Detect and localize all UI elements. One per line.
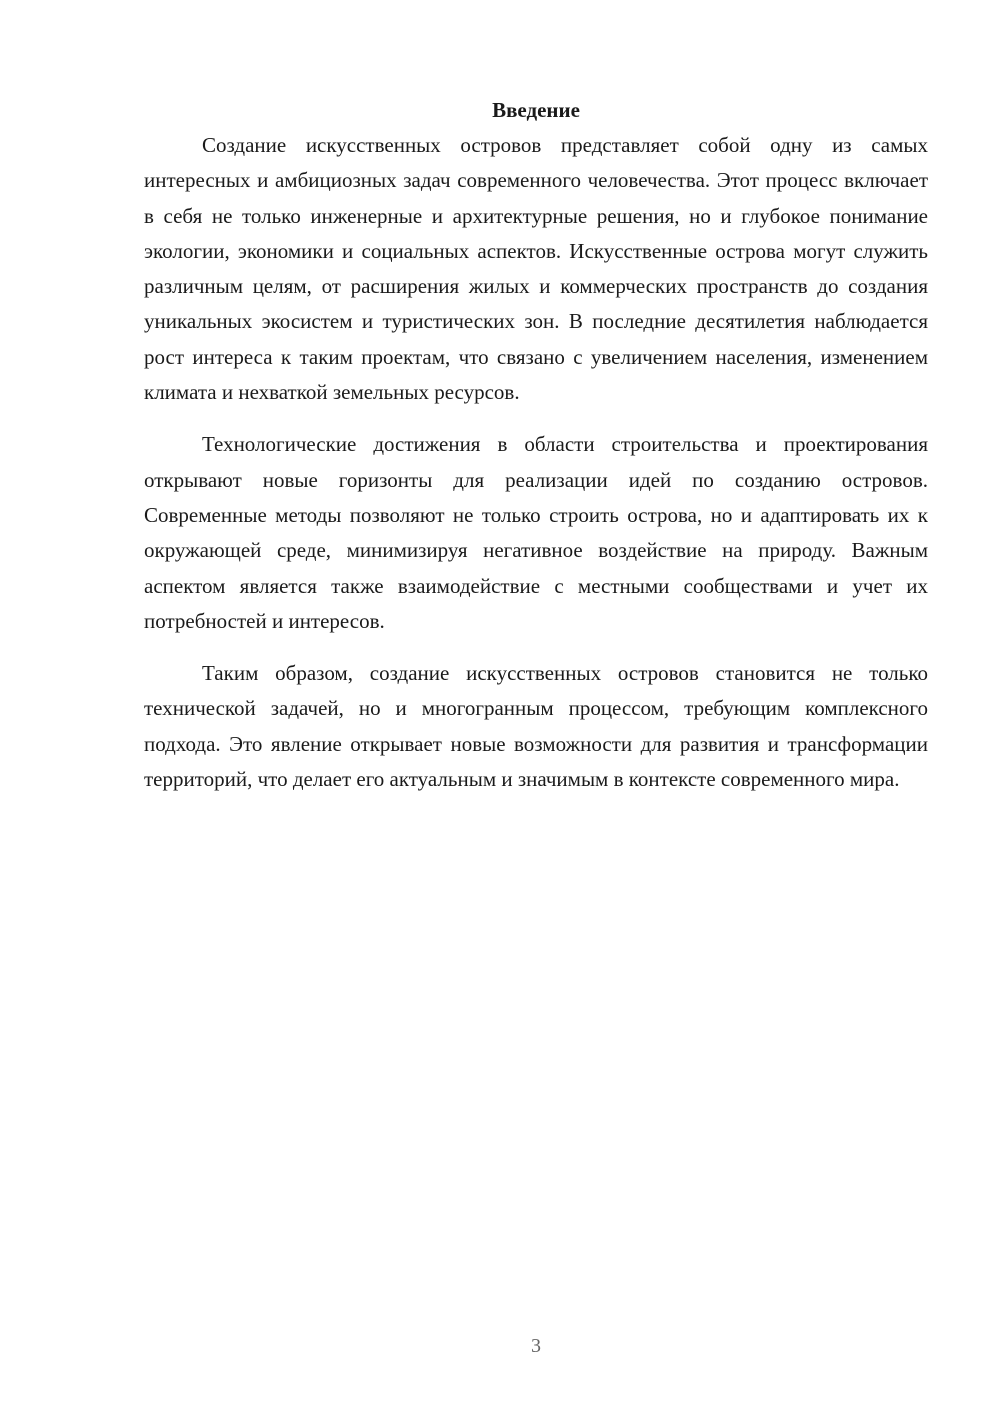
section-heading: Введение [492,98,580,122]
page-content [144,92,928,797]
paragraph-1: Создание искусственных островов представляет собой одну из самых интересных и амбициозных задач современного человечества. Этот процесс включает в себя не только инженерные и архитектурные решения, но и глубокое понимание экологии, экономики и социальных аспектов. Искусственные острова могут служить различным целям, от расширения жилых и коммерческих пространств до создания уникальных экосистем и туристических зон. В последние десятилетия наблюдается рост интереса к таким проектам, что связано с увеличением населения, изменением климата и нехваткой земельных ресурсов. [144,133,928,405]
paragraph-2: Технологические достижения в области строительства и проектирования открывают новые горизонты для реализации идей по созданию островов. Современные методы позволяют не только строить острова, но и адаптировать их к окружающей среде, минимизируя негативное воздействие на природу. Важным аспектом является также взаимодействие с местными сообществами и учет их потребностей и интересов. [144,432,928,633]
paragraph-3: Таким образом, создание искусственных островов становится не только технической задачей, но и многогранным процессом, требующим комплексного подхода. Это явление открывает новые возможности для развития и трансформации территорий, что делает его актуальным и значимым в контексте современного мира. [144,661,928,792]
page-number: 3 [531,1335,541,1357]
